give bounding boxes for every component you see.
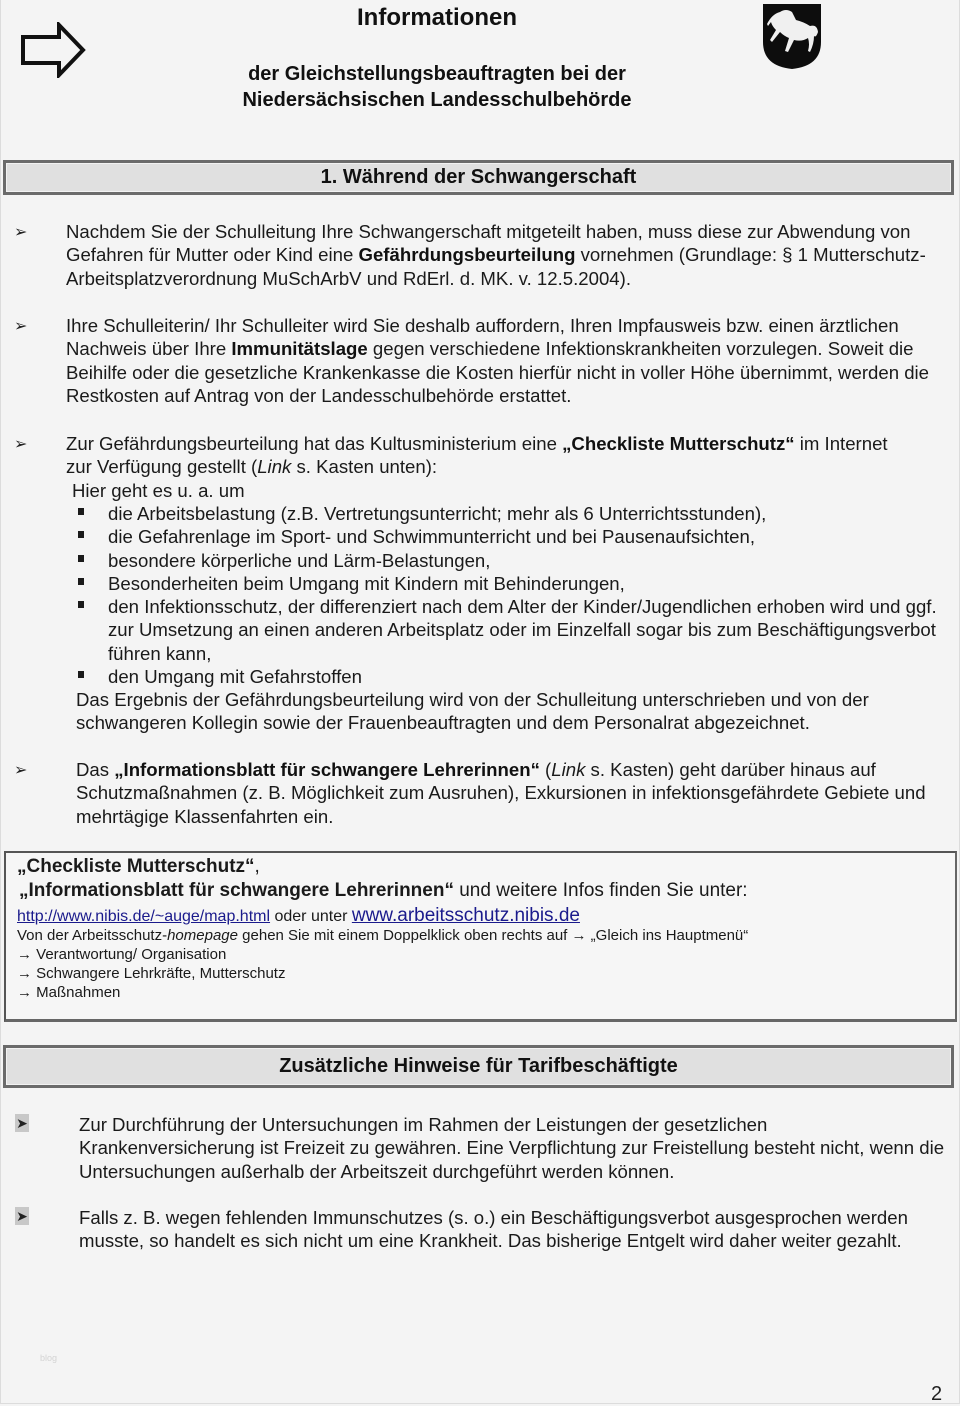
infobox-path-item: → Schwangere Lehrkräfte, Mutterschutz — [17, 965, 286, 982]
infobox-path-item: → Verantwortung/ Organisation — [17, 946, 227, 963]
subtitle-line-1: der Gleichstellungsbeauftragten bei der — [248, 63, 626, 85]
checkliste-subitem: Besonderheiten beim Umgang mit Kindern mit Behinderungen, — [108, 573, 625, 594]
paragraph-informationsblatt: Das „Informationsblatt für schwangere Lehrerinnen“ (Link s. Kasten) geht darüber hinaus auf Schutzmaßnahmen (z. B. Möglichkeit zum Ausruhen), Exkursionen in infektionsgefährdete Gebiete und mehrtägige Klassenfahrten ein. — [76, 759, 926, 827]
infobox-line-checkliste: „Checkliste Mutterschutz“, — [17, 856, 260, 877]
arrowhead-bullet-icon: ➢ — [14, 436, 28, 453]
infobox-links: http://www.nibis.de/~auge/map.html oder unter www.arbeitsschutz.nibis.de — [17, 905, 580, 926]
square-bullet-icon — [78, 671, 84, 678]
square-bullet-icon — [78, 601, 84, 608]
document-title: Informationen — [357, 4, 517, 31]
infobox-line-informationsblatt: „Informationsblatt für schwangere Lehrerinnen“ und weitere Infos finden Sie unter: — [19, 880, 748, 901]
checkliste-subitem: die Gefahrenlage im Sport- und Schwimmunterricht und bei Pausenaufsichten, — [108, 526, 756, 547]
link-nibis-map[interactable]: http://www.nibis.de/~auge/map.html — [17, 908, 271, 925]
paragraph-immunitaetslage: Ihre Schulleiterin/ Ihr Schulleiter wird Sie deshalb auffordern, Ihren Impfausweis bzw. einen ärztlichen Nachweis über Ihre Immunitätslage gegen verschiedene Infektionskrankheiten vorzulegen. Soweit die Beihilfe oder die gesetzliche Krankenkasse die Kosten hierfür nicht in voller Höhe übernimmt, werden die Restkosten auf Antrag von der Landesschulbehörde erstattet. — [66, 315, 930, 407]
paragraph-beschaeftigungsverbot: Falls z. B. wegen fehlenden Immunschutzes (s. o.) ein Beschäftigungsverbot ausgesprochen werden musste, so handelt es sich nicht um eine Krankheit. Das bisherige Entgelt wird daher weiter gezahlt. — [79, 1207, 908, 1252]
arrowhead-bullet-icon: ➤ — [16, 1208, 28, 1224]
square-bullet-icon — [78, 531, 84, 538]
checkliste-conclusion: Das Ergebnis der Gefährdungsbeurteilung wird von der Schulleitung unterschrieben und von der schwangeren Kollegin sowie der Frauenbeauftragten und dem Personalrat abgezeichnet. — [76, 689, 869, 734]
checkliste-subitem: besondere körperliche und Lärm-Belastungen, — [108, 550, 491, 571]
arrowhead-bullet-icon: ➢ — [14, 224, 28, 241]
checkliste-intro: Hier geht es u. a. um — [72, 480, 245, 501]
checkliste-subitem: den Infektionsschutz, der differenziert nach dem Alter der Kinder/Jugendlichen erhoben wird und ggf. zur Umsetzung an einen anderen Arbeitsplatz oder im Einzelfall sogar bis zum Beschäftigungsverbot führen kann, — [108, 596, 937, 664]
page-number: 2 — [931, 1383, 943, 1405]
subtitle-line-2: Niedersächsischen Landesschulbehörde — [242, 89, 632, 111]
arrowhead-bullet-icon: ➤ — [16, 1115, 28, 1131]
link-arbeitsschutz-nibis[interactable]: www.arbeitsschutz.nibis.de — [351, 905, 580, 926]
square-bullet-icon — [78, 578, 84, 585]
document-subtitle — [0, 61, 874, 113]
checkliste-subitem: die Arbeitsbelastung (z.B. Vertretungsunterricht; mehr als 6 Unterrichtsstunden), — [108, 503, 767, 524]
infobox-path-item: → Maßnahmen — [17, 984, 121, 1001]
section-heading-tarifbeschaeftigte: Zusätzliche Hinweise für Tarifbeschäftigte — [3, 1045, 954, 1088]
square-bullet-icon — [78, 555, 84, 562]
checkliste-subitem: den Umgang mit Gefahrstoffen — [108, 666, 362, 687]
paragraph-gefaehrdungsbeurteilung: Nachdem Sie der Schulleitung Ihre Schwangerschaft mitgeteilt haben, muss diese zur Abwendung von Gefahren für Mutter oder Kind eine Gefährdungsbeurteilung vornehmen (Grundlage: § 1 Mutterschutz-Arbeitsplatzverordnung MuSchArbV und RdErl. d. MK. v. 12.5.2004). — [66, 221, 926, 289]
square-bullet-icon — [78, 508, 84, 515]
watermark: blog — [40, 1353, 58, 1363]
arrowhead-bullet-icon: ➢ — [14, 762, 28, 779]
section-heading-schwangerschaft: 1. Während der Schwangerschaft — [3, 160, 954, 195]
links-infobox — [4, 851, 957, 1022]
lower-saxony-horse-crest-icon — [762, 2, 822, 70]
paragraph-checkliste: Zur Gefährdungsbeurteilung hat das Kultusministerium eine „Checkliste Mutterschutz“ im Internet zur Verfügung gestellt (Link s. Kasten unten): — [66, 433, 888, 478]
arrowhead-bullet-icon: ➢ — [14, 318, 28, 335]
paragraph-freizeit-untersuchungen: Zur Durchführung der Untersuchungen im Rahmen der Leistungen der gesetzlichen Krankenversicherung ist Freizeit zu gewähren. Eine Verpflichtung zur Freistellung besteht nicht, wenn die Untersuchungen außerhalb der Arbeitszeit durchgeführt werden können. — [79, 1114, 945, 1182]
infobox-navigation-hint: Von der Arbeitsschutz-homepage gehen Sie mit einem Doppelklick oben rechts auf → „Gleich ins Hauptmenü“ — [17, 927, 749, 944]
